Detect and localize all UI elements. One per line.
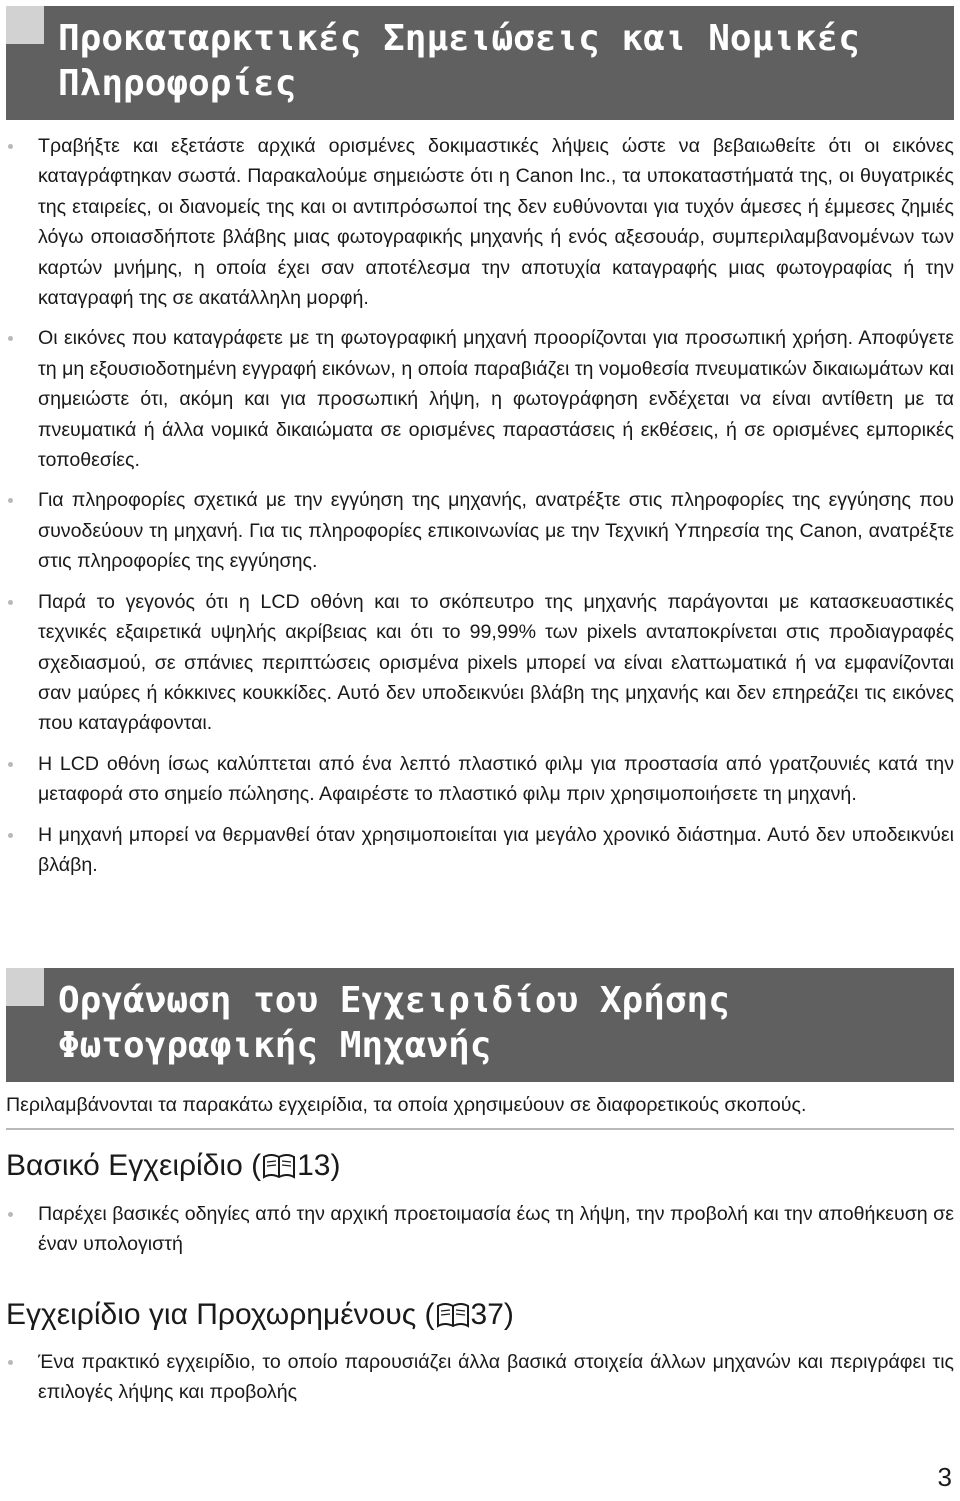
bullet-icon [8,600,13,605]
bullet-icon [8,498,13,503]
section-header-legal [6,6,954,120]
list-item: Ένα πρακτικό εγχειρίδιο, το οποίο παρουσιάζει άλλα βασικά στοιχεία άλλων μηχανών και περιγράφει τις επιλογές λήψης και προβολής [0,1347,960,1408]
list-item: Η LCD οθόνη ίσως καλύπτεται από ένα λεπτό πλαστικό φιλμ για προστασία από γρατζουνιές κατά την μεταφορά στο σημείο πώλησης. Αφαιρέστε το πλαστικό φιλμ πριν χρησιμοποιήσετε τη μηχανή. [0,749,960,810]
header-corner-decoration [6,6,44,44]
section-title-line1: Προκαταρκτικές Σημειώσεις και Νομικές [58,18,860,59]
legal-notes-list [0,131,960,890]
basic-guide-list [0,1199,960,1270]
list-item: Παρά το γεγονός ότι η LCD οθόνη και το σκόπευτρο της μηχανής παράγονται με κατασκευαστικές τεχνικές εξαιρετικά υψηλής ακρίβειας και ότι το 99,99% των pixels ανταποκρίνεται στις προδιαγραφές σχεδιασμού, σε σπάνιες περιπτώσεις ορισμένα pixels μπορεί να είναι ελαττωματικά ή να εμφανίζονται σαν μαύρες ή κόκκινες κουκκίδες. Αυτό δεν υποδεικνύει βλάβη της μηχανής και δεν επηρεάζει τις εικόνες που καταγράφονται. [0,587,960,739]
intro-text: Περιλαμβάνονται τα παρακάτω εγχειρίδια, τα οποία χρησιμεύουν σε διαφορετικούς σκοπούς. [6,1090,954,1130]
list-item: Τραβήξτε και εξετάστε αρχικά ορισμένες δοκιμαστικές λήψεις ώστε να βεβαιωθείτε ότι οι εικόνες καταγράφτηκαν σωστά. Παρακαλούμε σημειώστε ότι η Canon Inc., τα υποκαταστήματά της, οι θυγατρικές της εταιρείες, οι διανομείς της και οι αντιπρόσωποί της δεν ευθύνονται για τυχόν άμεσες ή έμμεσες ζημιές λόγω οποιασδήποτε βλάβης μιας φωτογραφικής μηχανής ή ενός αξεσουάρ, συμπεριλαμβανομένων των καρτών μνήμης, η οποία έχει σαν αποτέλεσμα την αποτυχία καταγραφής μιας φωτογραφίας ή την καταγραφή της σε ακατάλληλη μορφή. [0,131,960,313]
section-title-line2: Φωτογραφικής Μηχανής [58,1025,492,1066]
bullet-icon [8,1360,13,1365]
list-item: Η μηχανή μπορεί να θερμανθεί όταν χρησιμοποιείται για μεγάλο χρονικό διάστημα. Αυτό δεν υποδεικνύει βλάβη. [0,820,960,881]
basic-guide-heading: Βασικό Εγχειρίδιο ( 13) [6,1149,341,1182]
list-item: Οι εικόνες που καταγράφετε με τη φωτογραφική μηχανή προορίζονται για προσωπική χρήση. Αποφύγετε τη μη εξουσιοδοτημένη εγγραφή εικόνων, η οποία παραβιάζει τη νομοθεσία πνευματικών δικαιωμάτων και σημειώστε ότι, ακόμη και για προσωπική λήψη, η φωτογράφηση ενδέχεται να είναι αντίθετη με τα πνευματικά ή άλλα νομικά δικαιώματα σε ορισμένες παραστάσεις ή εκθέσεις, ή σε ορισμένες εμπορικές τοποθεσίες. [0,323,960,475]
bullet-icon [8,144,13,149]
list-item: Για πληροφορίες σχετικά με την εγγύηση της μηχανής, ανατρέξτε στις πληροφορίες της εγγύησης που συνοδεύουν τη μηχανή. Για τις πληροφορίες επικοινωνίας με την Τεχνική Υπηρεσία της Canon, ανατρέξτε στις πληροφορίες της εγγύησης. [0,485,960,576]
page-number: 3 [937,1462,952,1492]
advanced-guide-heading: Εγχειρίδιο για Προχωρημένους ( 37) [6,1298,514,1331]
advanced-guide-list [0,1347,960,1418]
book-icon [436,1300,470,1330]
section-title-line1: Οργάνωση του Εγχειριδίου Χρήσης [58,980,730,1021]
book-icon [262,1151,296,1181]
section-title-legal [58,16,954,106]
section-header-manual-organization [6,968,954,1082]
section-title-manual-organization [58,978,954,1068]
section-title-line2: Πληροφορίες [58,63,297,104]
list-item: Παρέχει βασικές οδηγίες από την αρχική προετοιμασία έως τη λήψη, την προβολή και την αποθήκευση σε έναν υπολογιστή [0,1199,960,1260]
bullet-icon [8,336,13,341]
bullet-icon [8,1212,13,1217]
bullet-icon [8,833,13,838]
header-corner-decoration [6,968,44,1006]
bullet-icon [8,762,13,767]
